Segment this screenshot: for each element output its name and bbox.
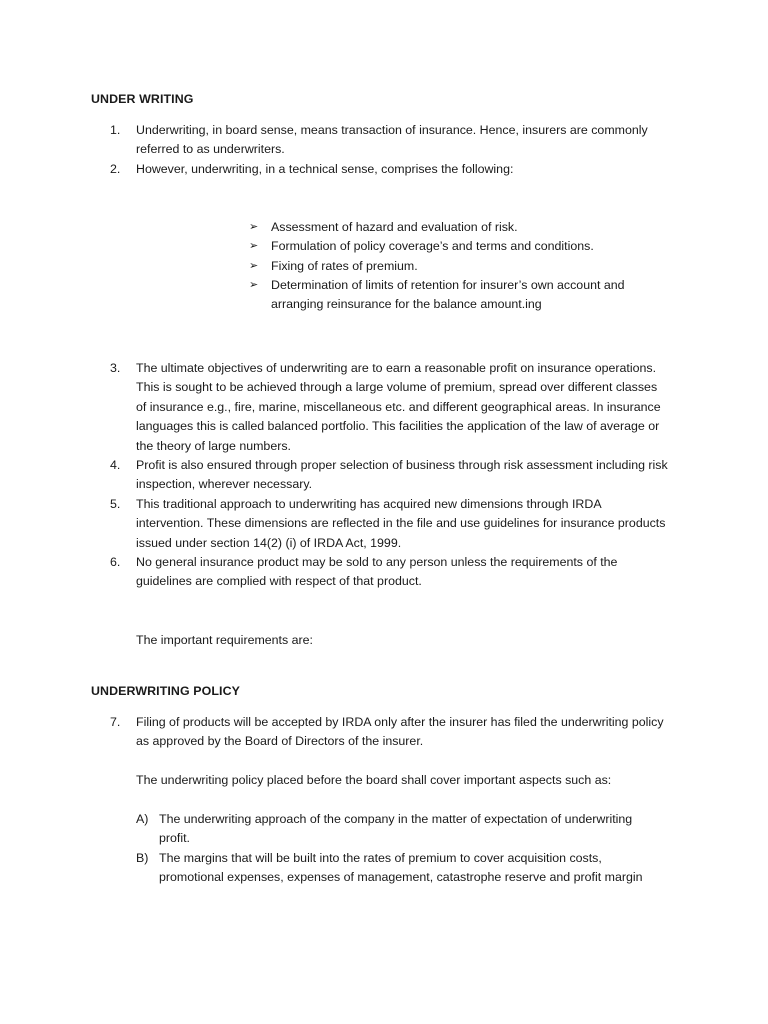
arrow-bullet-icon: ➢ (249, 240, 259, 252)
list-number: 3. (110, 361, 121, 375)
arrow-bullet-icon: ➢ (249, 279, 259, 291)
list-text: Filing of products will be accepted by IRDA only after the insurer has filed the underwriting policy as approved by the Board of Directors of the insurer. (136, 715, 664, 749)
bullet-text: Determination of limits of retention for insurer’s own account and arranging reinsurance for the balance amount.ing (271, 278, 625, 312)
list-number: 1. (110, 123, 121, 137)
bullet-text: Assessment of hazard and evaluation of risk. (271, 220, 518, 234)
list-text: Profit is also ensured through proper selection of business through risk assessment including risk inspection, wherever necessary. (136, 458, 668, 492)
arrow-bullet-icon: ➢ (249, 221, 259, 233)
policy-intro: The underwriting policy placed before the board shall cover important aspects such as: (136, 773, 612, 787)
list-text: The margins that will be built into the rates of premium to cover acquisition costs, promotional expenses, expenses of management, catastrophe reserve and profit margin (159, 851, 643, 885)
bullet-text: Fixing of rates of premium. (271, 259, 418, 273)
bullet-text: Formulation of policy coverage’s and terms and conditions. (271, 239, 594, 253)
list-text: This traditional approach to underwriting has acquired new dimensions through IRDA intervention. These dimensions are reflected in the file and use guidelines for insurance products issued under section 14(2) (i) of IRDA Act, 1999. (136, 497, 666, 550)
list-number: 4. (110, 458, 121, 472)
requirements-intro: The important requirements are: (136, 633, 313, 647)
list-text: The ultimate objectives of underwriting are to earn a reasonable profit on insurance operations. This is sought to be achieved through a large volume of premium, spread over different classes of insurance e.g., fire, marine, miscellaneous etc. and different geographical areas. In insurance languages this is called balanced portfolio. This facilities the application of the law of average or the theory of large numbers. (136, 361, 661, 453)
list-text: No general insurance product may be sold to any person unless the requirements of the guidelines are complied with respect of that product. (136, 555, 618, 589)
list-letter: A) (136, 812, 149, 826)
heading-under-writing: UNDER WRITING (91, 92, 194, 106)
arrow-bullet-icon: ➢ (249, 260, 259, 272)
heading-underwriting-policy: UNDERWRITING POLICY (91, 684, 240, 698)
list-text: However, underwriting, in a technical sense, comprises the following: (136, 162, 514, 176)
list-letter: B) (136, 851, 149, 865)
list-text: Underwriting, in board sense, means transaction of insurance. Hence, insurers are commonly referred to as underwriters. (136, 123, 648, 157)
list-number: 2. (110, 162, 121, 176)
list-text: The underwriting approach of the company in the matter of expectation of underwriting profit. (159, 812, 633, 846)
list-number: 5. (110, 497, 121, 511)
list-number: 7. (110, 715, 121, 729)
list-number: 6. (110, 555, 121, 569)
